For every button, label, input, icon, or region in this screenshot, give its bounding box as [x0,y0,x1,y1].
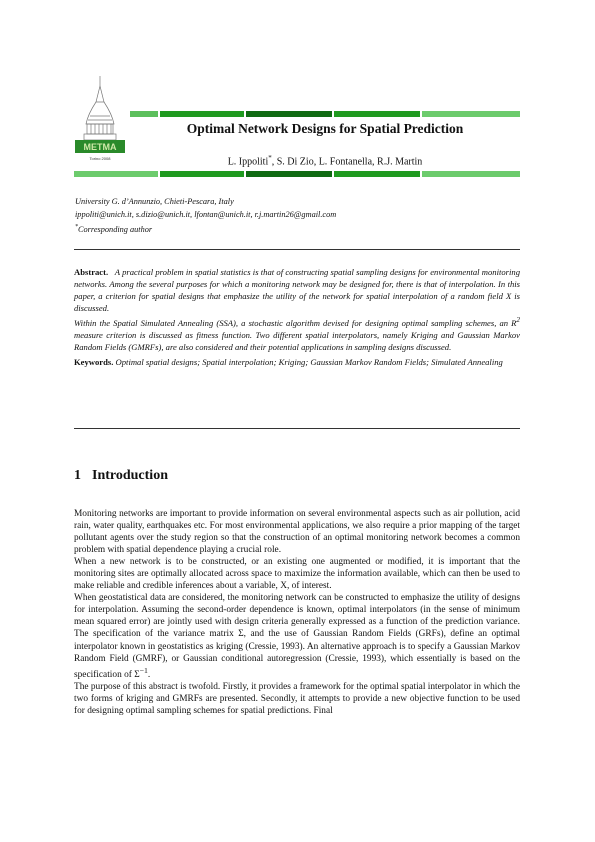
abstract-bottom-rule [74,428,520,429]
section-title: Introduction [92,468,168,483]
abstract-paragraph-2: Within the Spatial Simulated Annealing (SSA), a stochastic algorithm devised for designing optimal sampling schemes, an $R^2$ measure criterion is discussed as fitness function. Two different spatial interpolators, namely Kriging and Gaussian Markov Random Fields (GMRFs), are also considered and their potential applications in sampling designs discussed. [74,316,520,353]
bottom-decorative-bar [74,171,520,177]
paper-title: Optimal Network Designs for Spatial Prediction [186,121,464,136]
corresponding-mark: * [268,154,272,162]
body-paragraph-3: When geostatistical data are considered, the monitoring network can be constructed to emphasize the utility of designs for interpolation. Assuming the second-order dependence is known, optimal interpolators (in the sense of minimum mean squared error) are jointly used with design criteria generally expressed as a function of the prediction variance. The specification of the variance matrix Σ, and the use of Gaussian Random Fields (GRFs), define an optimal interpolator known in geostatistics as kriging (Cressie, 1993). An alternative approach is to specify a Gaussian Markov Random Field (GMRF), or Gaussian conditional autoregression (Cressie, 1993), which essentially is based on the specification of $\Sigma^{-1}$. [74,593,520,680]
abstract [74,266,520,354]
conference-logo [74,74,126,164]
section-number: 1 [74,468,81,483]
affiliation-block [75,196,336,236]
author-list [130,154,520,167]
university: University G. d’Annunzio, Chieti-Pescara, Italy [75,197,234,206]
logo-year: Torino 2008 [89,156,111,161]
keywords-text: Optimal spatial designs; Spatial interpolation; Kriging; Gaussian Markov Random Fields; Simulated Annealing [115,357,503,367]
keywords [74,356,520,368]
body-paragraph-4: The purpose of this abstract is twofold. Firstly, it provides a framework for the optimal spatial interpolator in which the two forms of kriging and GMRFs are presented. Secondly, it attempts to provide a new objective function to be used for designing optimal sampling schemes for spatial predictions. Final [74,681,520,716]
section-heading [74,468,168,484]
abstract-top-rule [74,249,520,250]
body-paragraph-1: Monitoring networks are important to provide information on several environmental aspects such as air pollution, acid rain, water quality, earthquakes etc. For most environmental applications, we also require a prior mapping of the target pollutant agents over the study region so that the construction of an optimal monitoring network becomes a common problem with spatial dependence playing a crucial role. [74,509,520,556]
logo-caption: METMA [83,142,117,152]
body-paragraph-2: When a new network is to be constructed, or an existing one augmented or modified, it is important that the monitoring sites are optimally allocated across space to maximize the information available, which can then be used to make reliable and credible inferences about a variable, X, of interest. [74,557,520,592]
tower-drawing [84,76,116,140]
top-decorative-bar [74,111,520,117]
first-author: L. Ippoliti [227,156,269,168]
abstract-paragraph-1: A practical problem in spatial statistics is that of constructing spatial sampling designs for environmental monitoring networks. Among the several purposes for which a monitoring network may be designed for, there is that of interpolation. In this paper, a criterion for spatial designs that emphasize the utility of the network for spatial interpolation of a random field X is discussed. [74,267,521,314]
author-emails: ippoliti@unich.it, s.dizio@unich.it, lfontan@unich.it, r.j.martin26@gmail.com [75,209,337,219]
abstract-label: Abstract. [74,267,109,277]
corresponding-note: *Corresponding author [75,224,153,234]
other-authors: , S. Di Zio, L. Fontanella, R.J. Martin [271,156,423,168]
keywords-label: Keywords. [74,357,114,367]
body-text [74,508,520,717]
